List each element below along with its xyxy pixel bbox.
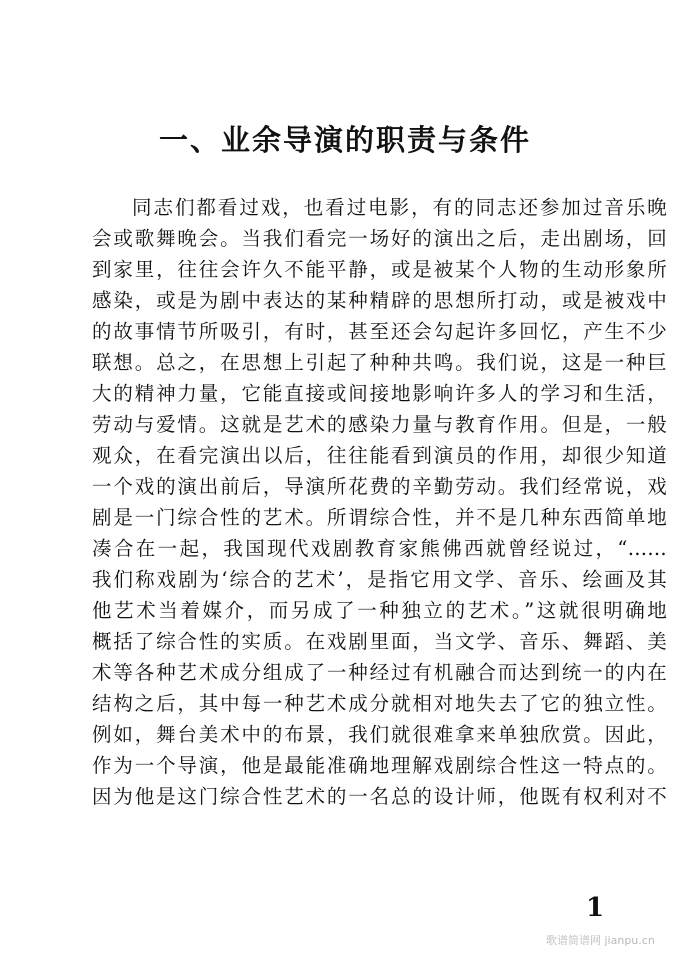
page-number: 1 [586,893,605,923]
text-line: 感染，或是为剧中表达的某种精辟的思想所打动，或是被戏中 [92,289,667,312]
text-line: 会或歌舞晚会。当我们看完一场好的演出之后，走出剧场，回 [92,227,667,250]
body-text [92,192,667,812]
text-line: 的故事情节所吸引，有时，甚至还会勾起许多回忆，产生不少 [92,320,667,343]
text-line: 凑合在一起，我国现代戏剧教育家熊佛西就曾经说过，“…… [92,537,667,560]
text-line: 到家里，往往会许久不能平静，或是被某个人物的生动形象所 [92,258,667,281]
text-line: 联想。总之，在思想上引起了种种共鸣。我们说，这是一种巨 [92,351,667,374]
text-line: 大的精神力量，它能直接或间接地影响许多人的学习和生活， [92,382,667,405]
text-line: 同志们都看过戏，也看过电影，有的同志还参加过音乐晚 [132,196,667,219]
site-watermark: 歌谱简谱网 jianpu.cn [546,934,655,947]
text-line: 因为他是这门综合性艺术的一名总的设计师，他既有权利对不 [92,785,667,808]
text-line: 例如，舞台美术中的布景，我们就很难拿来单独欣赏。因此， [92,723,667,746]
text-line: 一个戏的演出前后，导演所花费的辛勤劳动。我们经常说，戏 [92,475,667,498]
chapter-title: 一、业余导演的职责与条件 [158,123,531,157]
text-line: 剧是一门综合性的艺术。所谓综合性，并不是几种东西简单地 [92,506,667,529]
text-line: 观众，在看完演出以后，往往能看到演员的作用，却很少知道 [92,444,667,467]
text-line: 作为一个导演，他是最能准确地理解戏剧综合性这一特点的。 [92,754,667,777]
text-line: 概括了综合性的实质。在戏剧里面，当文学、音乐、舞蹈、美 [92,630,667,653]
text-line: 我们称戏剧为‘综合的艺术’，是指它用文学、音乐、绘画及其 [92,568,667,591]
text-line: 劳动与爱情。这就是艺术的感染力量与教育作用。但是，一般 [92,413,667,436]
text-line: 他艺术当着媒介，而另成了一种独立的艺术。”这就很明确地 [92,599,667,622]
text-line: 结构之后，其中每一种艺术成分就相对地失去了它的独立性。 [92,692,667,715]
text-line: 术等各种艺术成分组成了一种经过有机融合而达到统一的内在 [92,661,667,684]
